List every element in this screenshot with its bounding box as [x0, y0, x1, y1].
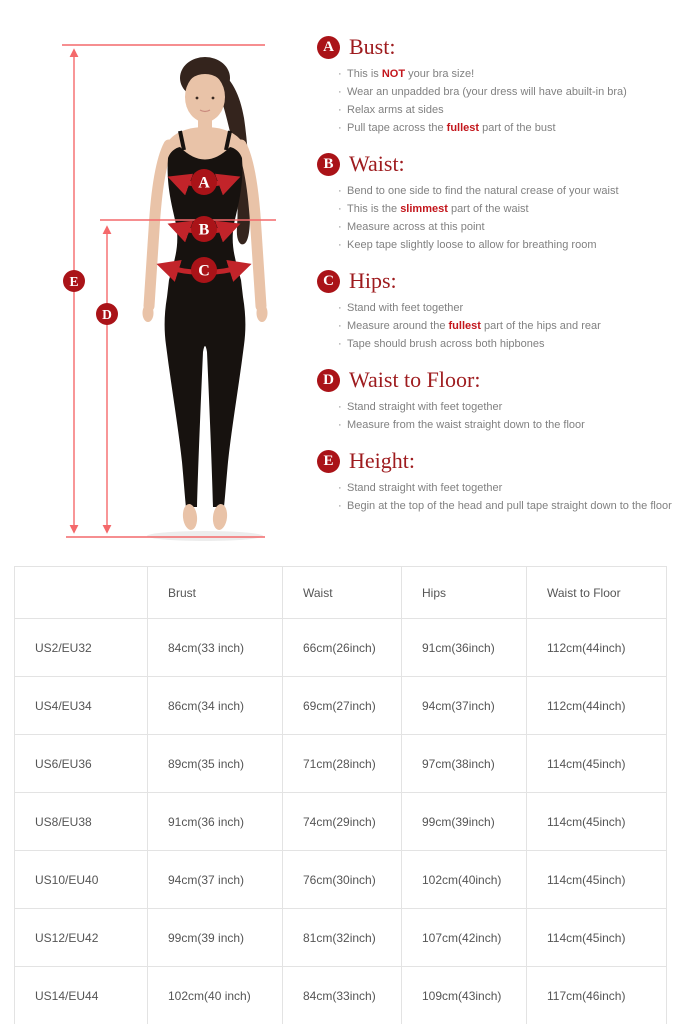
measurement-cell: 66cm(26inch) — [283, 619, 402, 677]
plain-text: part of the waist — [447, 203, 529, 215]
bullet-item — [338, 317, 673, 335]
size-chart-header — [15, 567, 667, 619]
left-arm — [149, 145, 169, 306]
size-chart-body — [15, 619, 667, 1024]
measurement-cell: 71cm(28inch) — [283, 735, 402, 793]
height-badge-letter: E — [69, 273, 79, 289]
bullet-text — [347, 182, 673, 200]
bullet-text — [347, 416, 673, 434]
plain-text: part of the bust — [479, 122, 556, 134]
plain-text: Pull tape across the — [347, 122, 447, 134]
bullet-dot: · — [338, 185, 342, 197]
section-badge-c: C — [317, 270, 340, 293]
section-header-b — [317, 151, 673, 177]
section-header-e — [317, 448, 673, 474]
right-hand — [257, 304, 268, 322]
plain-text: Tape should brush across both hipbones — [347, 338, 545, 350]
size-label-cell: US4/EU34 — [15, 677, 148, 735]
measurement-cell: 112cm(44inch) — [527, 677, 667, 735]
size-row — [15, 735, 667, 793]
bullet-text — [347, 398, 673, 416]
bullet-dot: · — [338, 104, 342, 116]
bullet-text — [347, 101, 673, 119]
bullet-dot: · — [338, 203, 342, 215]
bullet-text — [347, 317, 673, 335]
measurement-cell: 102cm(40 inch) — [148, 967, 283, 1024]
col-header-waist: Waist — [283, 567, 402, 619]
bullet-item — [338, 236, 673, 254]
bullet-text — [347, 479, 673, 497]
measurement-cell: 84cm(33inch) — [283, 967, 402, 1024]
size-row — [15, 967, 667, 1024]
size-row — [15, 677, 667, 735]
section-badge-b: B — [317, 153, 340, 176]
bullet-item — [338, 398, 673, 416]
measure-section-c — [317, 268, 673, 353]
bullet-dot: · — [338, 239, 342, 251]
plain-text: Stand straight with feet together — [347, 401, 503, 413]
emphasized-text: slimmest — [400, 203, 448, 215]
plain-text: part of the hips and rear — [480, 320, 601, 332]
measurement-cell: 94cm(37 inch) — [148, 851, 283, 909]
measurement-cell: 91cm(36inch) — [402, 619, 527, 677]
measure-section-d — [317, 367, 673, 434]
measurement-cell: 91cm(36 inch) — [148, 793, 283, 851]
bullet-dot: · — [338, 401, 342, 413]
measurement-cell: 112cm(44inch) — [527, 619, 667, 677]
section-header-a — [317, 34, 673, 60]
bullet-text — [347, 119, 673, 137]
section-header-c — [317, 268, 673, 294]
section-header-d — [317, 367, 673, 393]
measurement-cell: 86cm(34 inch) — [148, 677, 283, 735]
measurement-cell: 94cm(37inch) — [402, 677, 527, 735]
plain-text: Relax arms at sides — [347, 104, 444, 116]
bullet-item — [338, 83, 673, 101]
plain-text: Measure across at this point — [347, 221, 485, 233]
size-row — [15, 619, 667, 677]
measurement-cell: 109cm(43inch) — [402, 967, 527, 1024]
bullet-item — [338, 182, 673, 200]
col-header-brust: Brust — [148, 567, 283, 619]
bullet-item — [338, 497, 673, 515]
measurement-cell: 99cm(39inch) — [402, 793, 527, 851]
bullet-dot: · — [338, 419, 342, 431]
bullet-dot: · — [338, 302, 342, 314]
bullet-dot: · — [338, 122, 342, 134]
measurement-cell: 69cm(27inch) — [283, 677, 402, 735]
bullet-text — [347, 200, 673, 218]
measurement-cell: 81cm(32inch) — [283, 909, 402, 967]
plain-text: Wear an unpadded bra (your dress will have abuilt-in bra) — [347, 86, 627, 98]
col-header-size — [15, 567, 148, 619]
size-label-cell: US14/EU44 — [15, 967, 148, 1024]
bullet-item — [338, 119, 673, 137]
section-bullets-a — [338, 65, 673, 137]
section-title-b: Waist: — [349, 151, 405, 176]
bullet-dot: · — [338, 500, 342, 512]
right-foot — [212, 503, 229, 530]
bullet-item — [338, 479, 673, 497]
left-hand — [143, 304, 154, 322]
face — [185, 72, 225, 122]
size-label-cell: US6/EU36 — [15, 735, 148, 793]
bullet-text — [347, 65, 673, 83]
header-row — [15, 567, 667, 619]
bullet-text — [347, 335, 673, 353]
bullet-dot: · — [338, 320, 342, 332]
plain-text: This is — [347, 68, 382, 80]
model-photo — [143, 57, 268, 541]
measurement-cell: 102cm(40inch) — [402, 851, 527, 909]
measurement-cell: 74cm(29inch) — [283, 793, 402, 851]
bullet-item — [338, 335, 673, 353]
section-badge-e: E — [317, 450, 340, 473]
measurement-cell: 117cm(46inch) — [527, 967, 667, 1024]
size-label-cell: US2/EU32 — [15, 619, 148, 677]
left-eye — [196, 97, 199, 100]
bullet-item — [338, 65, 673, 83]
bullet-text — [347, 218, 673, 236]
section-badge-d: D — [317, 369, 340, 392]
bullet-dot: · — [338, 482, 342, 494]
section-title-d: Waist to Floor: — [349, 367, 481, 392]
col-header-waist-to-floor: Waist to Floor — [527, 567, 667, 619]
bullet-dot: · — [338, 221, 342, 233]
emphasized-text: NOT — [381, 68, 406, 80]
plain-text: Measure around the — [347, 320, 449, 332]
leggings — [165, 297, 246, 507]
hips-badge-letter: C — [198, 262, 210, 280]
plain-text: Measure from the waist straight down to the floor — [347, 419, 585, 431]
measure-section-a — [317, 34, 673, 137]
size-row — [15, 793, 667, 851]
bullet-text — [347, 299, 673, 317]
bullet-text — [347, 497, 673, 515]
bullet-dot: · — [338, 338, 342, 350]
instructions-panel — [317, 34, 673, 529]
bullet-item — [338, 299, 673, 317]
bullet-dot: · — [338, 86, 342, 98]
bullet-item — [338, 218, 673, 236]
emphasized-text: fullest — [446, 122, 480, 134]
measurement-cell: 107cm(42inch) — [402, 909, 527, 967]
section-title-a: Bust: — [349, 34, 396, 59]
bust-badge-letter: A — [198, 174, 210, 192]
waist-to-floor-badge-letter: D — [102, 306, 112, 322]
size-chart-table — [14, 566, 667, 1024]
size-label-cell: US10/EU40 — [15, 851, 148, 909]
measurement-cell: 89cm(35 inch) — [148, 735, 283, 793]
size-row — [15, 851, 667, 909]
plain-text: This is the — [347, 203, 401, 215]
section-title-e: Height: — [349, 448, 415, 473]
plain-text: Bend to one side to find the natural crease of your waist — [347, 185, 619, 197]
size-label-cell: US12/EU42 — [15, 909, 148, 967]
plain-text: Stand with feet together — [347, 302, 464, 314]
left-foot — [182, 503, 199, 530]
section-bullets-e — [338, 479, 673, 515]
plain-text: your bra size! — [405, 68, 475, 80]
floor-shadow — [147, 531, 263, 541]
bullet-text — [347, 236, 673, 254]
bullet-text — [347, 83, 673, 101]
section-title-c: Hips: — [349, 268, 397, 293]
plain-text: Keep tape slightly loose to allow for breathing room — [347, 239, 597, 251]
section-bullets-d — [338, 398, 673, 434]
bullet-item — [338, 101, 673, 119]
measurement-cell: 114cm(45inch) — [527, 793, 667, 851]
bullet-dot: · — [338, 68, 342, 80]
right-eye — [212, 97, 215, 100]
emphasized-text: fullest — [448, 320, 481, 332]
measurement-cell: 114cm(45inch) — [527, 909, 667, 967]
section-bullets-b — [338, 182, 673, 254]
section-badge-a: A — [317, 36, 340, 59]
plain-text: Stand straight with feet together — [347, 482, 503, 494]
measure-section-b — [317, 151, 673, 254]
bullet-item — [338, 416, 673, 434]
measurement-cell: 114cm(45inch) — [527, 735, 667, 793]
section-bullets-c — [338, 299, 673, 353]
size-label-cell: US8/EU38 — [15, 793, 148, 851]
measurement-cell: 99cm(39 inch) — [148, 909, 283, 967]
waist-badge-letter: B — [198, 221, 210, 239]
plain-text: Begin at the top of the head and pull tape straight down to the floor — [347, 500, 672, 512]
bullet-item — [338, 200, 673, 218]
measurement-cell: 114cm(45inch) — [527, 851, 667, 909]
measure-section-e — [317, 448, 673, 515]
measurement-cell: 84cm(33 inch) — [148, 619, 283, 677]
measurement-cell: 97cm(38inch) — [402, 735, 527, 793]
size-row — [15, 909, 667, 967]
col-header-hips: Hips — [402, 567, 527, 619]
measurement-cell: 76cm(30inch) — [283, 851, 402, 909]
